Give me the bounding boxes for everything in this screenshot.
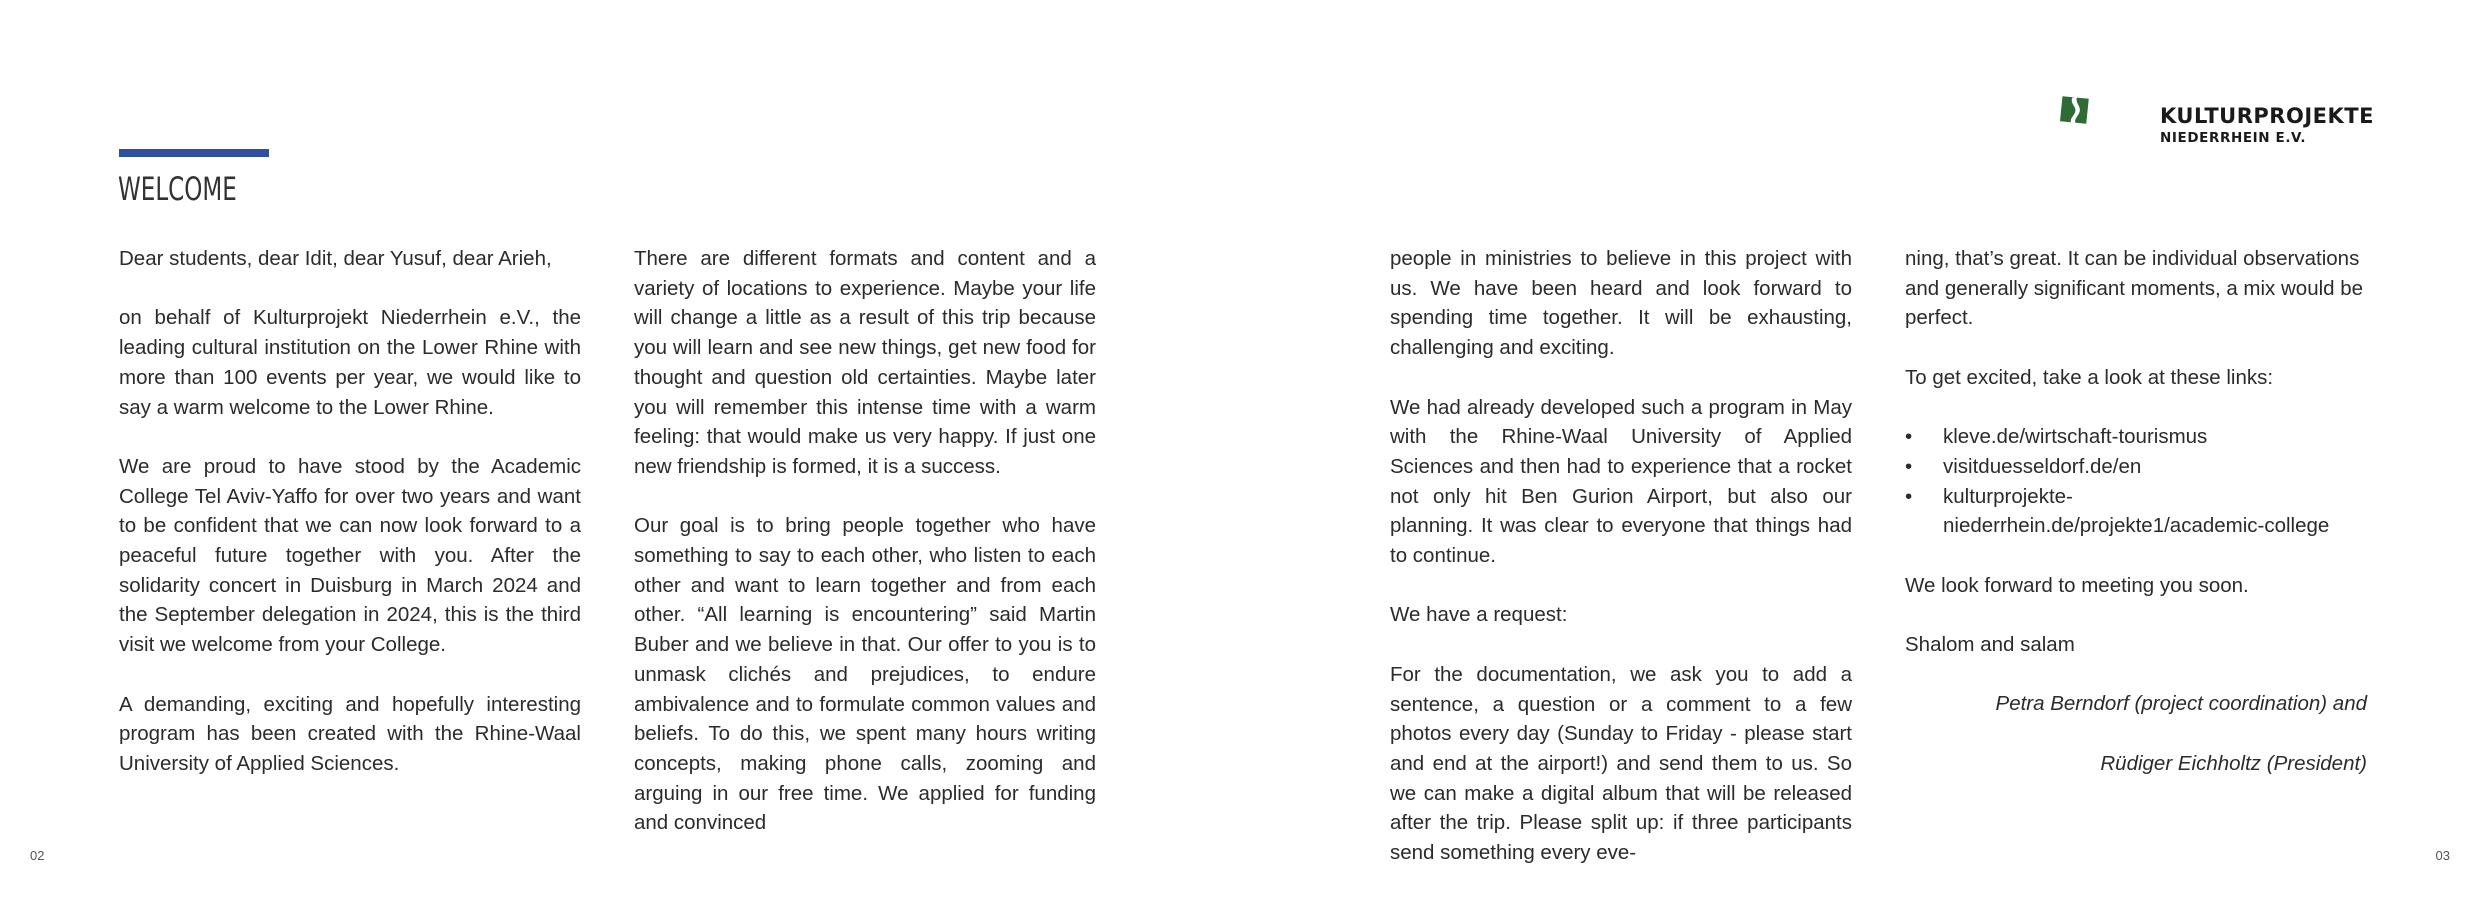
links-intro: To get excited, take a look at these links: <box>1905 365 2274 389</box>
text-column-2 <box>634 244 1096 868</box>
closing-line: We look forward to meeting you soon. <box>1905 573 2249 597</box>
paragraph: We have a request: <box>1390 603 1568 627</box>
text-column-4 <box>1905 244 2367 808</box>
paragraph: Our goal is to bring people together who have something to say to each other, who listen to each other and want to learn together and from each other. “All learning is encountering” said Martin Buber and we believe in that. Our offer to you is to unmask clichés and prejudices, to endure ambivalence and to formulate common values and beliefs. To do this, we spent many hours writing concepts, making phone calls, zooming and arguing in our free time. We applied for funding and convinced <box>634 514 1096 835</box>
paragraph: There are different formats and content and a variety of locations to experience. Maybe your life will change a little as a result of this trip because you will learn and see new things, get new food for thought and question old certainties. Maybe later you will remember this intense time with a warm feeling: that would make us very happy. If just one new friendship is formed, it is a success. <box>634 247 1096 478</box>
heading-accent-bar <box>119 149 269 157</box>
page-title: WELCOME <box>118 170 237 208</box>
greeting: Shalom and salam <box>1905 633 2075 657</box>
page-number-left: 02 <box>30 848 45 863</box>
signature-line-2: Rüdiger Eichholtz (President) <box>2100 751 2367 775</box>
text-column-1 <box>119 244 581 808</box>
paragraph: We had already developed such a program in May with the Rhine-Waal University of Applied Sciences and then had to experience that a rocket not only hit Ben Gurion Airport, but also our planning. It was clear to everyone that things had to continue. <box>1390 395 1852 568</box>
link-kulturprojekte[interactable]: • kulturprojekte-niederrhein.de/projekte1/academic-college <box>1905 482 2367 541</box>
page-number-right: 03 <box>2435 848 2450 863</box>
link-visitduesseldorf[interactable]: • visitduesseldorf.de/en <box>1905 452 2367 482</box>
signature-line-1: Petra Berndorf (project coordination) and <box>1995 692 2367 716</box>
paragraph: For the documentation, we ask you to add a sentence, a question or a comment to a few photos every day (Sunday to Friday - please start and end at the airport!) and send them to us. So we can make a digital album that will be released after the trip. Please split up: if three participants send something every eve- <box>1390 662 1852 865</box>
logo-subtitle: NIEDERRHEIN E.V. <box>2160 130 2307 146</box>
text-column-3 <box>1390 244 1852 897</box>
links-list <box>1905 422 2367 541</box>
paragraph: ning, that’s great. It can be individual observations and generally significant moments, a mix would be perfect. <box>1905 247 2364 330</box>
link-kleve[interactable]: • kleve.de/wirtschaft-tourismus <box>1905 422 2367 452</box>
paragraph: on behalf of Kulturprojekt Niederrhein e.V., the leading cultural institution on the Lower Rhine with more than 100 events per year, we would like to say a warm welcome to the Lower Rhine. <box>119 306 581 419</box>
paragraph: A demanding, exciting and hopefully interesting program has been created with the Rhine-Waal University of Applied Sciences. <box>119 692 581 775</box>
paragraph: people in ministries to believe in this project with us. We have been heard and look forward to spending time together. It will be exhausting, challenging and exciting. <box>1390 247 1852 360</box>
paragraph: We are proud to have stood by the Academic College Tel Aviv-Yaffo for over two years and want to be confident that we can now look forward to a peaceful future together with you. After the solidarity concert in Duisburg in March 2024 and the September delegation in 2024, this is the third visit we welcome from your College. <box>119 454 581 657</box>
salutation: Dear students, dear Idit, dear Yusuf, dear Arieh, <box>119 247 552 270</box>
kulturprojekte-logo-icon <box>2060 62 2160 158</box>
logo-title: KULTURPROJEKTE <box>2160 104 2374 128</box>
